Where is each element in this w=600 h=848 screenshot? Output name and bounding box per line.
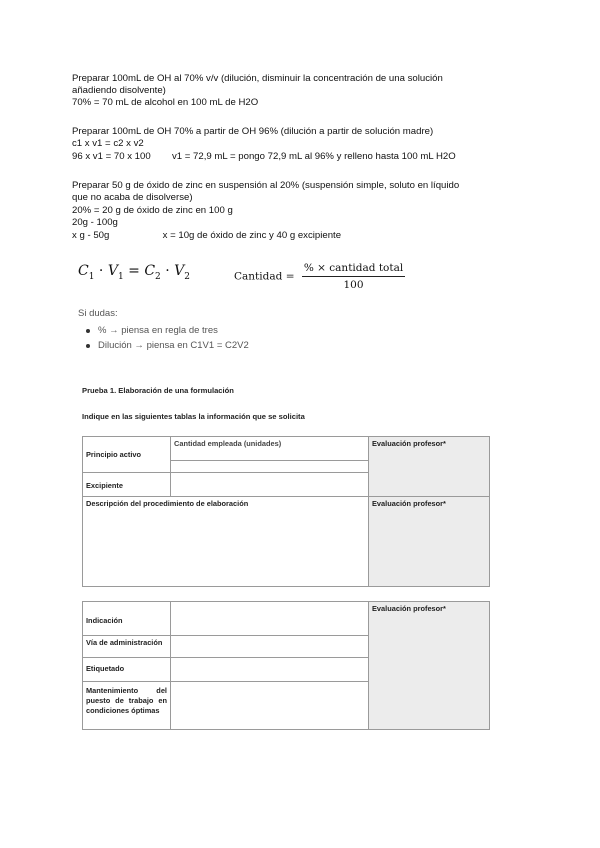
- indication-value-cell[interactable]: [171, 602, 369, 636]
- quantity-lhs: Cantidad: [234, 270, 283, 283]
- doubts-list: [78, 325, 249, 351]
- quantity-header: Cantidad empleada (unidades): [174, 439, 282, 448]
- indication-label: Indicación: [86, 616, 123, 625]
- route-value-cell[interactable]: [171, 636, 369, 658]
- para2-line2: c1 x v1 = c2 x v2: [72, 138, 144, 149]
- para1-line2: añadiendo disolvente): [72, 85, 166, 96]
- para2-line1: Preparar 100mL de OH 70% a partir de OH 96% (dilución a partir de solución madre): [72, 126, 434, 137]
- para3-line4: 20g - 100g: [72, 217, 118, 228]
- eval-header-3: Evaluación profesor*: [372, 604, 446, 613]
- para2-line3: 96 x v1 = 70 x 100 v1 = 72,9 mL = pongo 72,9 mL al 96% y relleno hasta 100 mL H2O: [72, 151, 456, 162]
- para1-line1: Preparar 100mL de OH al 70% v/v (dilución, disminuir la concentración de una solución: [72, 73, 443, 84]
- excipient-label-cell: [83, 473, 171, 497]
- active-ingredient-quantity-cell[interactable]: [171, 461, 369, 473]
- quantity-numerator: % × cantidad total: [302, 262, 405, 277]
- formula-i2b: 2: [184, 271, 190, 282]
- formulation-table: [82, 436, 490, 587]
- para3-line3: 20% = 20 g de óxido de zinc en 100 g: [72, 205, 233, 216]
- para3-line1: Preparar 50 g de óxido de zinc en suspensión al 20% (suspensión simple, soluto en líquido: [72, 180, 460, 191]
- application-table: [82, 601, 490, 730]
- para1-line3: 70% = 70 mL de alcohol en 100 mL de H2O: [72, 97, 259, 108]
- maintenance-label-line3: condiciones óptimas: [86, 706, 160, 715]
- para3-line5: x g - 50g x = 10g de óxido de zinc y 40 g excipiente: [72, 230, 342, 241]
- formula-c: C: [78, 263, 89, 279]
- formula-v: V: [107, 263, 118, 279]
- doubts-item-dilution: Dilución → piensa en C1V1 = C2V2: [98, 340, 249, 351]
- doubts-item-percent: % → piensa en regla de tres: [98, 325, 249, 336]
- procedure-cell[interactable]: [83, 497, 369, 587]
- maintenance-label-cell: [83, 682, 171, 730]
- eval-cell-2[interactable]: [369, 497, 490, 587]
- doubts-heading: Si dudas:: [78, 308, 118, 319]
- labelling-label: Etiquetado: [86, 664, 125, 673]
- prueba-title: Prueba 1. Elaboración de una formulación: [82, 386, 234, 395]
- quantity-formula: [234, 262, 405, 291]
- formula-i1: 1: [88, 271, 95, 282]
- formula-i2: 2: [155, 271, 161, 282]
- excipient-label: Excipiente: [86, 481, 123, 490]
- formula-dot2: ·: [165, 263, 170, 279]
- eval-cell-3[interactable]: [369, 602, 490, 730]
- indication-label-cell: [83, 602, 171, 636]
- quantity-denominator: 100: [343, 279, 364, 291]
- eval-header-1: Evaluación profesor*: [372, 439, 446, 448]
- formula-dot: ·: [98, 263, 104, 279]
- quantity-fraction: [302, 262, 405, 291]
- formula-c2: C: [144, 263, 156, 279]
- dilution-formula: [78, 263, 190, 282]
- active-ingredient-label-cell: [83, 437, 171, 473]
- route-label-cell: [83, 636, 171, 658]
- prueba-instruction: Indique en las siguientes tablas la información que se solicita: [82, 412, 305, 421]
- formula-eq: =: [128, 263, 140, 279]
- para3-line2: que no acaba de disolverse): [72, 192, 193, 203]
- route-label: Vía de administración: [86, 638, 163, 647]
- maintenance-label-line2: puesto de trabajo en: [86, 696, 167, 705]
- doubts-section: [78, 308, 249, 355]
- eval-cell-1[interactable]: [369, 437, 490, 497]
- active-ingredient-label: Principio activo: [86, 450, 142, 459]
- maintenance-value-cell[interactable]: [171, 682, 369, 730]
- excipient-quantity-cell[interactable]: [171, 473, 369, 497]
- quantity-header-cell: [171, 437, 369, 461]
- eval-header-2: Evaluación profesor*: [372, 499, 446, 508]
- labelling-label-cell: [83, 658, 171, 682]
- procedure-header: Descripción del procedimiento de elaboración: [86, 499, 249, 508]
- formula-i1b: 1: [117, 271, 124, 282]
- quantity-eq: =: [285, 270, 295, 283]
- maintenance-label-line1: Mantenimiento del: [86, 686, 167, 695]
- formula-v2: V: [174, 263, 185, 279]
- labelling-value-cell[interactable]: [171, 658, 369, 682]
